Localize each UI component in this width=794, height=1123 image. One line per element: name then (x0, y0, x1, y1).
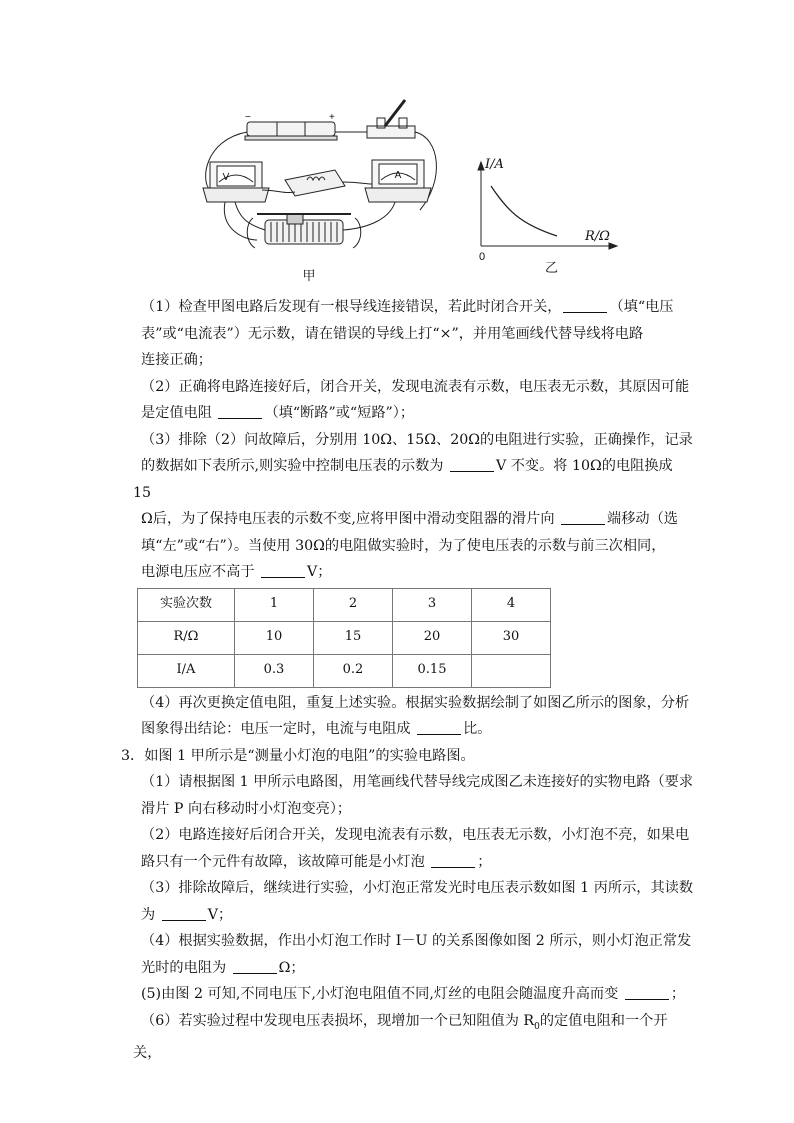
answer-blank[interactable] (162, 906, 206, 921)
table-cell: 20 (393, 621, 472, 654)
answer-blank[interactable] (625, 985, 669, 1000)
q2-part3-line3: Ω后，为了保持电压表的示数不变,应将甲图中滑动变阻器的滑片向 端移动（选 (141, 511, 678, 527)
table-cell: R/Ω (138, 621, 235, 654)
q2-part3-line4: 填“左”或“右”）。当使用 30Ω的电阻做实验时，为了使电压表的示数与前三次相同， (141, 537, 666, 554)
answer-blank[interactable] (431, 853, 475, 868)
table-cell: 0.2 (314, 654, 393, 687)
answer-blank[interactable] (233, 959, 277, 974)
figure-svg (195, 90, 625, 290)
q2-part1-line3: 连接正确； (141, 352, 212, 368)
q3-part3-line2: 为 V； (141, 906, 233, 923)
table-cell: 10 (235, 621, 314, 654)
q2-part2-line2: 是定值电阻 （填“断路”或“短路”）； (141, 405, 415, 421)
table-cell: 0.15 (393, 654, 472, 687)
table-row (138, 621, 551, 654)
q2-part1: （1）检查甲图电路后发现有一根导线连接错误，若此时闭合开关， （填“电压 (141, 299, 674, 315)
table-row (138, 654, 551, 687)
graph-y-label: I/A (485, 157, 504, 172)
graph-x-label: R/Ω (585, 229, 610, 244)
battery-plus: + (329, 112, 335, 123)
graph-origin: 0 (479, 251, 486, 263)
table-cell: I/A (138, 654, 235, 687)
table-cell: 4 (472, 588, 551, 621)
answer-blank[interactable] (563, 298, 607, 313)
battery-pack (247, 122, 335, 136)
data-table (137, 588, 551, 688)
question-content (121, 294, 694, 1066)
answer-blank[interactable] (261, 563, 305, 578)
answer-blank[interactable] (450, 457, 494, 472)
answer-blank[interactable] (218, 404, 262, 419)
table-cell: 实验次数 (138, 588, 235, 621)
q3-part4-line2: 光时的电阻为 Ω； (141, 959, 305, 976)
q3-part6: （6）若实验过程中发现电压表损坏，现增加一个已知阻值为 $R_0$的定值电阻和一个开关， (133, 1012, 668, 1061)
battery-minus: − (245, 112, 251, 123)
table-cell: 15 (314, 621, 393, 654)
voltmeter-letter: V (222, 172, 230, 183)
q2-part1-line2: 表”或“电流表”）无示数，请在错误的导线上打“×”，并用笔画线代替导线将电路 (141, 325, 644, 342)
q2-part3-line5: 电源电压应不高于 V； (141, 564, 332, 580)
q2-part2: （2）正确将电路连接好后，闭合开关，发现电流表有示数，电压表无示数，其原因可能 (141, 378, 690, 395)
q3-part2: （2）电路连接好后闭合开关，发现电流表有示数，电压表无示数，小灯泡不亮，如果电 (141, 827, 690, 843)
table-cell: 3 (393, 588, 472, 621)
answer-blank[interactable] (561, 510, 605, 525)
circuit-diagram (203, 100, 436, 248)
answer-blank[interactable] (417, 720, 461, 735)
i-r-curve (491, 186, 557, 236)
table-cell: 1 (235, 588, 314, 621)
q3-part2-line2: 路只有一个元件有故障，该故障可能是小灯泡 ； (141, 853, 492, 870)
circuit-label: 甲 (302, 268, 316, 283)
q2-part4-line2: 图象得出结论：电压一定时，电流与电阻成 比。 (141, 721, 492, 737)
table-cell: 30 (472, 621, 551, 654)
q2-part3-line2: 的数据如下表所示,则实验中控制电压表的示数为 V 不变。将 10Ω的电阻换成 15 (133, 458, 673, 501)
table-cell (472, 654, 551, 687)
q2-part3: （3）排除（2）问故障后，分别用 10Ω、15Ω、20Ω的电阻进行实验，正确操作，记录 (141, 431, 693, 448)
q3-part3: （3）排除故障后，继续进行实验，小灯泡正常发光时电压表示数如图 1 丙所示，其读数 (141, 880, 694, 896)
circuit-and-graph-figure (195, 90, 625, 290)
q2-part4: （4）再次更换定值电阻，重复上述实验。根据实验数据绘制了如图乙所示的图象，分析 (141, 694, 690, 711)
q3-heading: 3．如图 1 甲所示是“测量小灯泡的电阻”的实验电路图。 (121, 747, 475, 764)
switch (367, 126, 415, 138)
q3-part5: (5)由图 2 可知,不同电压下,小灯泡电阻值不同,灯丝的电阻会随温度升高而变 ； (141, 986, 686, 1002)
q3-part1: （1）请根据图 1 甲所示电路图，用笔画线代替导线完成图乙未连接好的实物电路（要求 (141, 774, 694, 790)
q3-part1-line2: 滑片 P 向右移动时小灯泡变亮）； (141, 800, 352, 817)
graph-label: 乙 (545, 260, 559, 275)
table-cell: 0.3 (235, 654, 314, 687)
table-cell: 2 (314, 588, 393, 621)
q3-part4: （4）根据实验数据，作出小灯泡工作时 I－U 的关系图像如图 2 所示，则小灯泡正常发 (141, 933, 692, 949)
table-row (138, 588, 551, 621)
ammeter-letter: A (394, 170, 402, 181)
